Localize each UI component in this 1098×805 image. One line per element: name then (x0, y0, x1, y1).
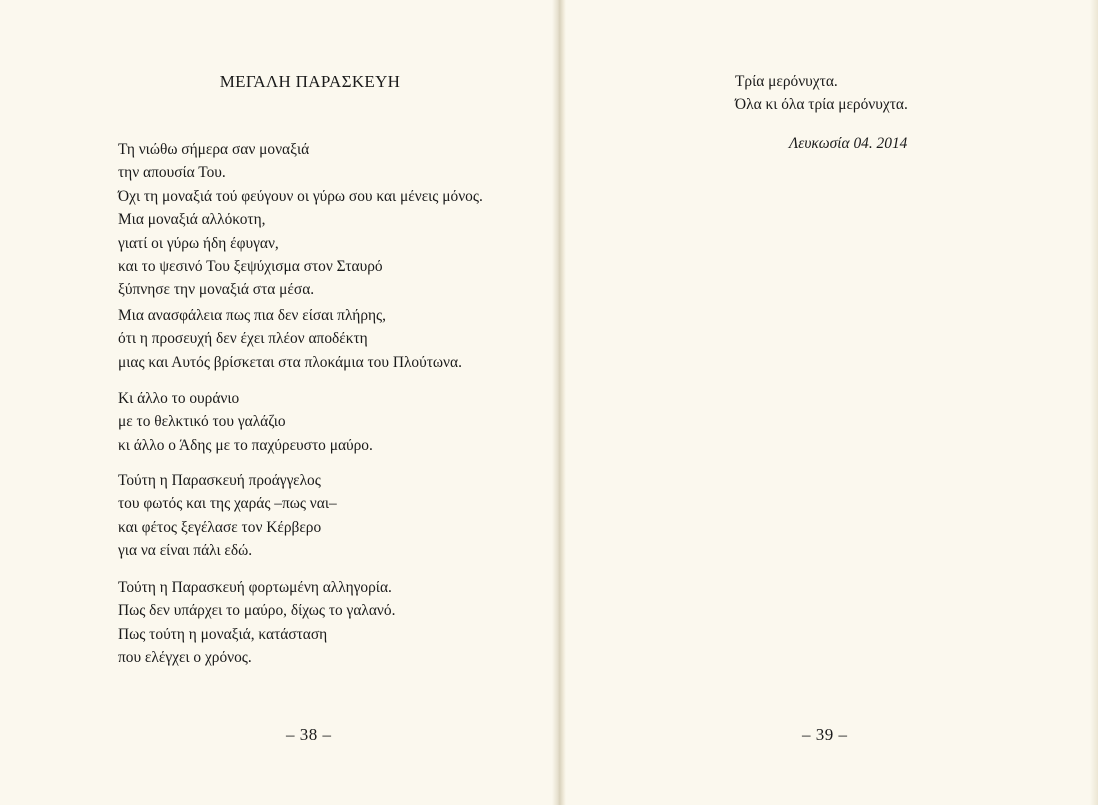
poem-line: για να είναι πάλι εδώ. (118, 542, 253, 560)
poem-title: ΜΕΓΑΛΗ ΠΑΡΑΣΚΕΥΗ (219, 72, 401, 91)
page-number-right: – 39 – (802, 725, 848, 744)
poem-line: Μια ανασφάλεια πως πια δεν είσαι πλήρης, (118, 307, 386, 324)
stanza-3 (118, 387, 373, 457)
poem-line: με το θελκτικό του γαλάζιο (118, 413, 286, 431)
poem-line: Τούτη η Παρασκευή προάγγελος (118, 472, 321, 489)
stanza-1 (118, 138, 483, 302)
poem-line: γιατί οι γύρω ήδη έφυγαν, (118, 234, 279, 252)
poem-line: και φέτος ξεγέλασε τον Κέρβερο (118, 518, 322, 536)
poem-line: κι άλλο ο Άδης με το παχύρευστο μαύρο. (118, 436, 373, 454)
poem-line: που ελέγχει ο χρόνος. (118, 649, 252, 667)
poem-line: ξύπνησε την μοναξιά στα μέσα. (118, 281, 315, 299)
poem-line: Τη νιώθω σήμερα σαν μοναξιά (118, 141, 310, 158)
poem-line: του φωτός και της χαράς –πως ναι– (118, 495, 337, 513)
book-gutter (552, 0, 566, 805)
poem-line: Όχι τη μοναξιά τού φεύγουν οι γύρω σου και μένεις μόνος. (118, 187, 483, 205)
poem-line: μιας και Αυτός βρίσκεται στα πλοκάμια του Πλούτωνα. (118, 353, 462, 371)
stanza-4 (118, 469, 337, 563)
poem-line: Όλα κι όλα τρία μερόνυχτα. (735, 96, 908, 114)
poem-line: ότι η προσευχή δεν έχει πλέον αποδέκτη (118, 330, 368, 348)
poem-line: Τούτη η Παρασκευή φορτωμένη αλληγορία. (118, 579, 392, 596)
right-stanza (735, 70, 908, 117)
poem-line: Πως δεν υπάρχει το μαύρο, δίχως το γαλανό. (118, 602, 396, 620)
poem-line: Κι άλλο το ουράνιο (118, 390, 240, 407)
poem-line: την απουσία Του. (118, 164, 226, 182)
poem-line: Μια μοναξιά αλλόκοτη, (118, 211, 266, 229)
page-edge (1090, 0, 1098, 805)
stanza-2 (118, 304, 462, 374)
stanza-5 (118, 576, 395, 670)
poem-line: και το ψεσινό Του ξεψύχισμα στον Σταυρό (118, 258, 383, 276)
poem-line: Τρία μερόνυχτα. (735, 73, 838, 90)
place-date-signature: Λευκωσία 04. 2014 (789, 135, 908, 152)
page-number-left: – 38 – (286, 725, 332, 744)
poem-line: Πως τούτη η μοναξιά, κατάσταση (118, 625, 328, 643)
right-page (560, 0, 1098, 805)
